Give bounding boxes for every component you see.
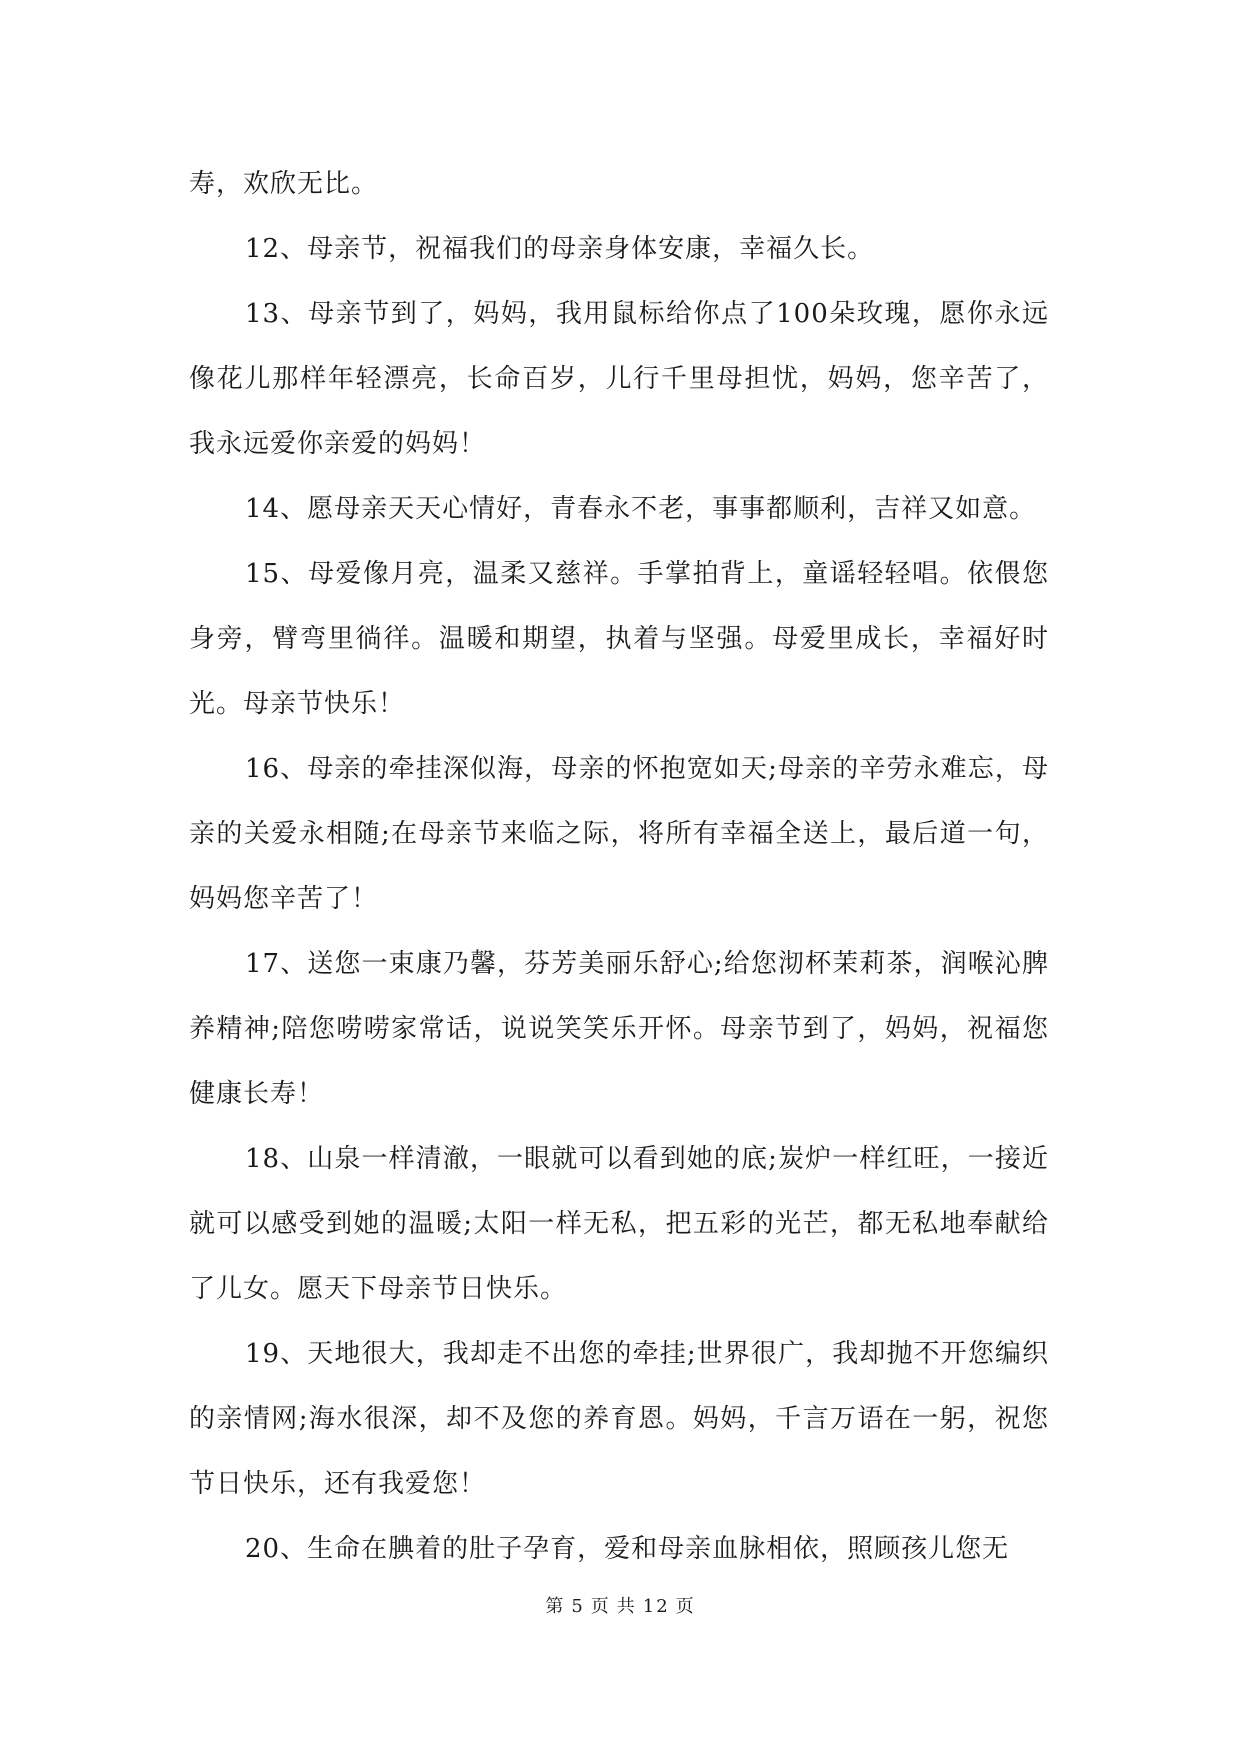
paragraph-item-17: 17、送您一束康乃馨，芬芳美丽乐舒心;给您沏杯茉莉茶，润喉沁脾养精神;陪您唠唠家常话，说说笑笑乐开怀。母亲节到了，妈妈，祝福您健康长寿！ xyxy=(189,949,1049,1109)
page-footer xyxy=(0,1592,1241,1618)
paragraph-item-14: 14、愿母亲天天心情好，青春永不老，事事都顺利，吉祥又如意。 xyxy=(245,494,1037,524)
document-body xyxy=(189,152,1049,1582)
paragraph-continuation: 寿，欢欣无比。 xyxy=(189,169,379,199)
footer-prefix: 第 xyxy=(545,1596,566,1617)
paragraph-item-13: 13、母亲节到了，妈妈，我用鼠标给你点了100朵玫瑰，愿你永远像花儿那样年轻漂亮，长命百岁，儿行千里母担忧，妈妈，您辛苦了，我永远爱你亲爱的妈妈！ xyxy=(189,299,1049,459)
paragraph-item-18: 18、山泉一样清澈，一眼就可以看到她的底;炭炉一样红旺，一接近就可以感受到她的温暖;太阳一样无私，把五彩的光芒，都无私地奉献给了儿女。愿天下母亲节日快乐。 xyxy=(189,1144,1049,1304)
paragraph-item-20: 20、生命在腆着的肚子孕育，爱和母亲血脉相依，照顾孩儿您无 xyxy=(245,1534,1010,1564)
footer-total-word: 共 xyxy=(616,1596,637,1617)
footer-suffix: 页 xyxy=(675,1596,696,1617)
paragraph-item-15: 15、母爱像月亮，温柔又慈祥。手掌拍背上，童谣轻轻唱。依偎您身旁，臂弯里徜徉。温暖和期望，执着与坚强。母爱里成长，幸福好时光。母亲节快乐！ xyxy=(189,559,1049,719)
paragraph-item-16: 16、母亲的牵挂深似海，母亲的怀抱宽如天;母亲的辛劳永难忘，母亲的关爱永相随;在母亲节来临之际，将所有幸福全送上，最后道一句，妈妈您辛苦了！ xyxy=(189,754,1049,914)
footer-page-word: 页 xyxy=(590,1596,611,1617)
paragraph-item-19: 19、天地很大，我却走不出您的牵挂;世界很广，我却抛不开您编织的亲情网;海水很深，却不及您的养育恩。妈妈，千言万语在一躬，祝您节日快乐，还有我爱您！ xyxy=(189,1339,1049,1499)
footer-total-pages: 12 xyxy=(642,1596,670,1617)
paragraph-item-12: 12、母亲节，祝福我们的母亲身体安康，幸福久长。 xyxy=(245,234,875,264)
footer-current-page: 5 xyxy=(571,1596,585,1617)
